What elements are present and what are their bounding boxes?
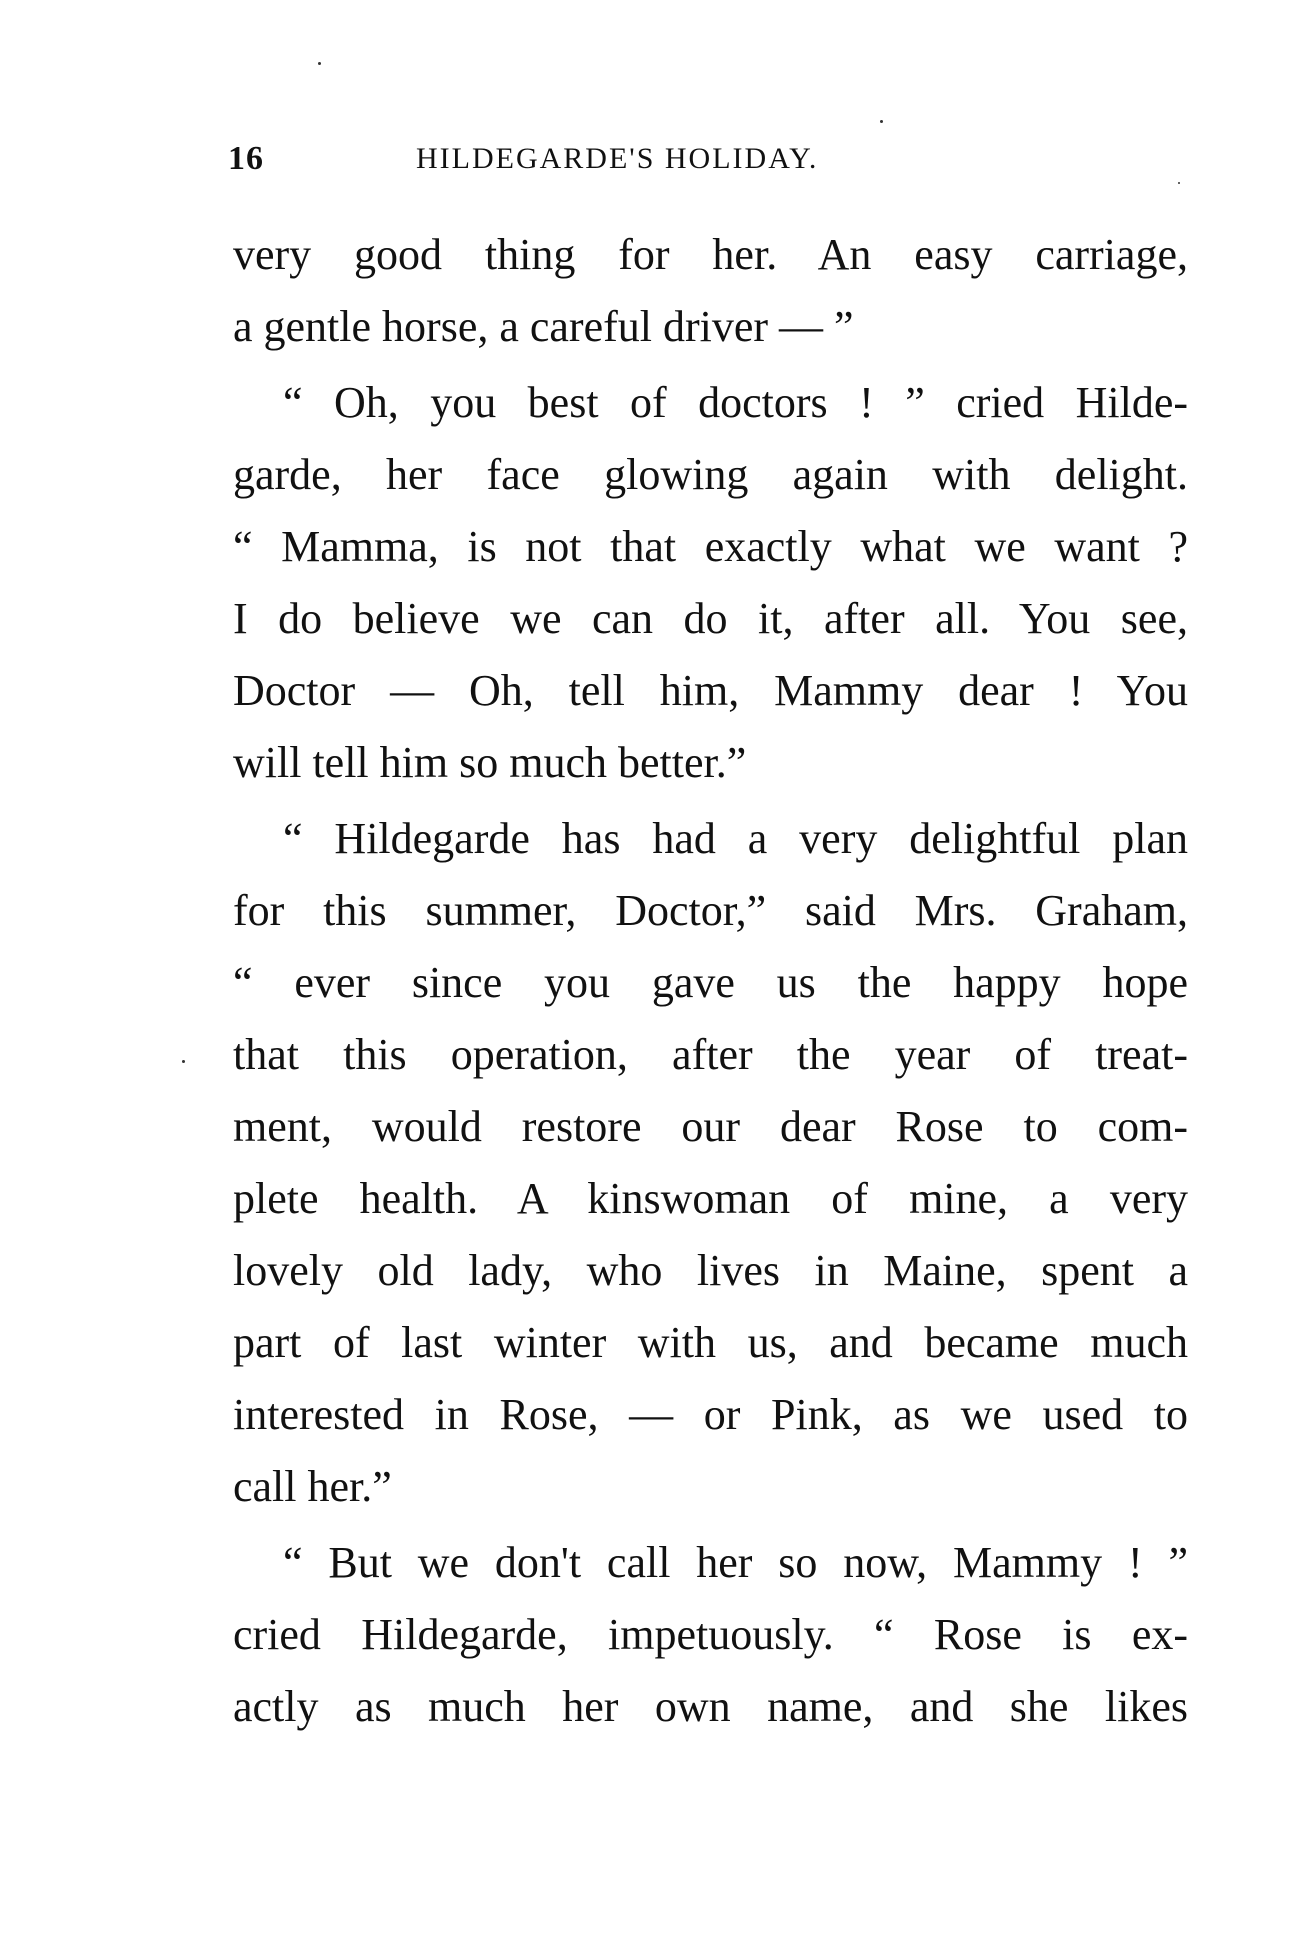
print-speck — [318, 62, 321, 65]
print-speck — [182, 1060, 185, 1063]
text-line: I do believe we can do it, after all. You see, — [233, 594, 1188, 643]
text-line: “ ever since you gave us the happy hope — [233, 958, 1188, 1007]
text-line: “ Mamma, is not that exactly what we want ? — [233, 522, 1188, 571]
running-title: HILDEGARDE'S HOLIDAY. — [416, 142, 819, 175]
text-line: actly as much her own name, and she likes — [233, 1682, 1188, 1731]
body-text — [233, 219, 1188, 1743]
text-line: “ But we don't call her so now, Mammy ! ” — [283, 1538, 1188, 1587]
text-line: interested in Rose, — or Pink, as we used to — [233, 1390, 1188, 1439]
print-speck — [1178, 182, 1180, 184]
text-line: plete health. A kinswoman of mine, a very — [233, 1174, 1188, 1223]
text-line: ment, would restore our dear Rose to com- — [233, 1102, 1188, 1151]
page-number: 16 — [228, 140, 264, 177]
page-header — [228, 140, 1228, 200]
text-line: a gentle horse, a careful driver — ” — [233, 302, 854, 351]
text-line: that this operation, after the year of treat- — [233, 1030, 1188, 1079]
text-line: garde, her face glowing again with delight. — [233, 450, 1188, 499]
text-line: part of last winter with us, and became much — [233, 1318, 1188, 1367]
text-line: for this summer, Doctor,” said Mrs. Graham, — [233, 886, 1188, 935]
text-line: will tell him so much better.” — [233, 738, 747, 787]
text-line: Doctor — Oh, tell him, Mammy dear ! You — [233, 666, 1188, 715]
text-line: cried Hildegarde, impetuously. “ Rose is ex- — [233, 1610, 1188, 1659]
print-speck — [880, 120, 883, 123]
text-line: very good thing for her. An easy carriage, — [233, 230, 1188, 279]
text-line: “ Oh, you best of doctors ! ” cried Hilde- — [283, 378, 1188, 427]
text-line: lovely old lady, who lives in Maine, spent a — [233, 1246, 1188, 1295]
text-line: “ Hildegarde has had a very delightful plan — [283, 814, 1188, 863]
text-line: call her.” — [233, 1462, 392, 1511]
